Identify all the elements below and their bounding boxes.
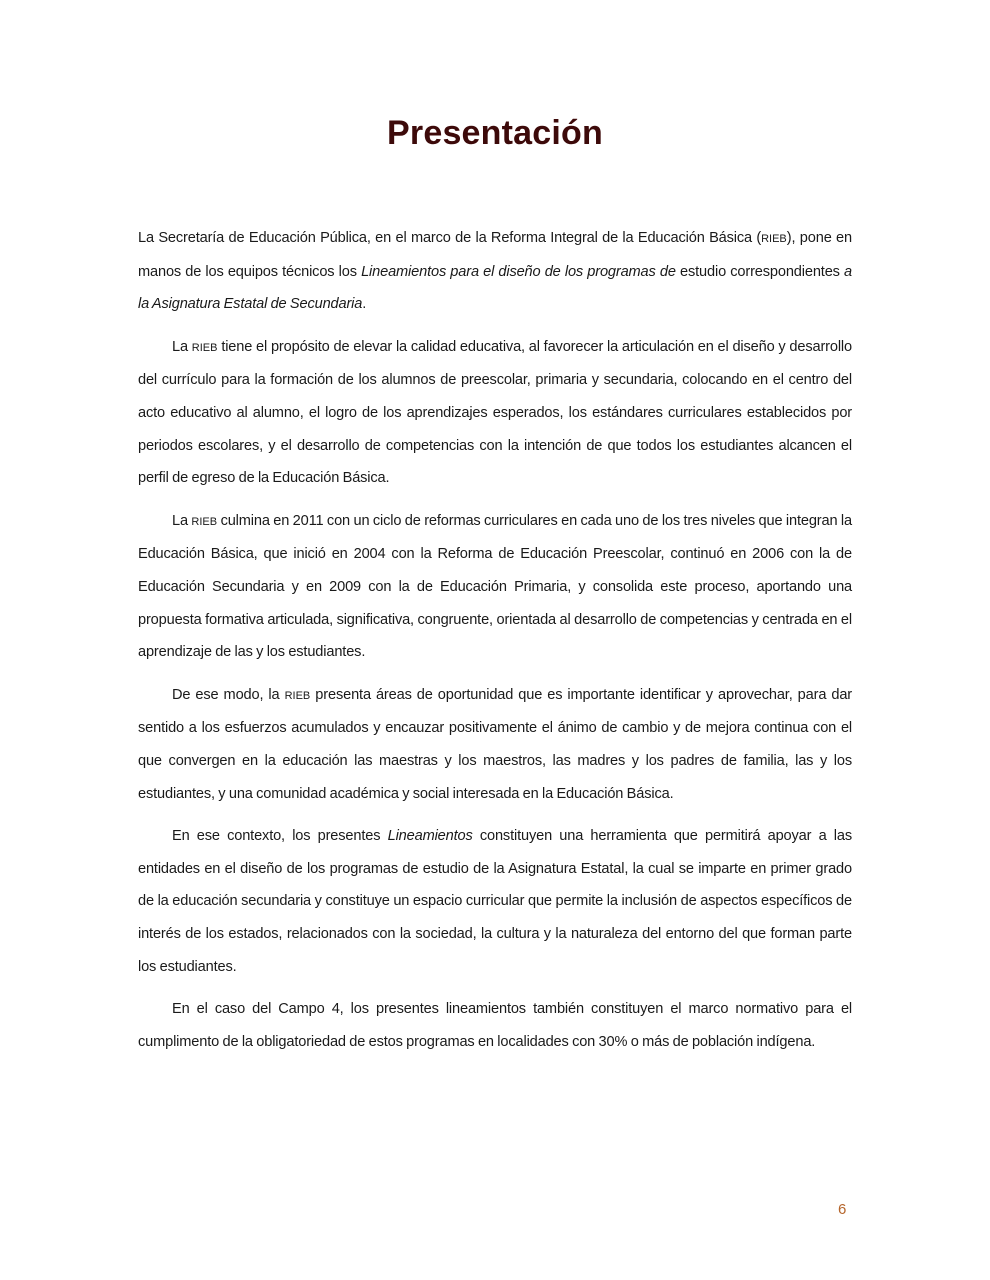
- acronym-rieb: RIEB: [191, 341, 218, 354]
- paragraph-3: [138, 505, 852, 670]
- paragraph-text: La Secretaría de Educación Pública, en el marco de la Reforma Integral de la Educación Básica (: [138, 230, 762, 246]
- paragraph-text: En ese contexto, los presentes: [172, 827, 388, 844]
- paragraph-text: La: [172, 512, 192, 529]
- paragraph-text: La: [172, 338, 192, 355]
- document-body: [138, 222, 852, 1068]
- paragraph-1: [138, 222, 852, 321]
- paragraph-text: En el caso del Campo 4, los presentes lineamientos también constituyen el marco normativo para el cumplimento de la obligatoriedad de estos programas en localidades con 30% o más de población indígena.: [138, 1000, 852, 1050]
- paragraph-text: tiene el propósito de elevar la calidad educativa, al favorecer la articulación en el diseño y desarrollo del currículo para la formación de los alumnos de preescolar, primaria y secundaria, colocando en el centro del acto educativo al alumno, el logro de los aprendizajes esperados, los estándares curriculares establecidos por periodos escolares, y el desarrollo de competencias con la intención de que todos los estudiantes alcancen el perfil de egreso de la Educación Básica.: [138, 338, 852, 487]
- paragraph-5: [138, 820, 852, 984]
- paragraph-text: estudio correspondientes: [675, 263, 845, 280]
- paragraph-text: presenta áreas de oportunidad que es importante identificar y aprovechar, para dar sentido a los esfuerzos acumulados y encauzar positivamente el ánimo de cambio y de mejora continua con el que convergen en la educación las maestras y los maestros, las madres y los padres de familia, las y los estudiantes, y una comunidad académica y social interesada en la Educación Básica.: [138, 686, 852, 802]
- paragraph-text: culmina en 2011 con un ciclo de reformas curriculares en cada uno de los tres niveles que integran la Educación Básica, que inició en 2004 con la Reforma de Educación Preescolar, continuó en 2006 con la de Educación Secundaria y en 2009 con la de Educación Primaria, y consolida este proceso, aportando una propuesta formativa articulada, significativa, congruente, orientada al desarrollo de competencias y centrada en el aprendizaje de las y los estudiantes.: [138, 512, 852, 661]
- acronym-rieb: RIEB: [761, 233, 787, 245]
- paragraph-text: constituyen una herramienta que permitirá apoyar a las entidades en el diseño de los programas de estudio de la Asignatura Estatal, la cual se imparte en primer grado de la educación secundaria y constituye un espacio curricular que permite la inclusión de aspectos específicos de interés de los estados, relacionados con la sociedad, la cultura y la naturaleza del entorno del que forman parte los estudiantes.: [138, 827, 852, 975]
- paragraph-text: .: [362, 296, 367, 313]
- page-number: 6: [838, 1201, 847, 1218]
- acronym-rieb: RIEB: [191, 515, 218, 528]
- italic-text: Lineamientos para el diseño de los programas de: [361, 263, 676, 280]
- paragraph-4: [138, 679, 852, 811]
- paragraph-text: De ese modo, la: [172, 686, 285, 703]
- acronym-rieb: RIEB: [284, 689, 311, 702]
- page-title: Presentación: [387, 114, 603, 152]
- paragraph-6: [138, 993, 852, 1058]
- italic-text: a la Asignatura Estatal de Secundaria: [138, 263, 852, 313]
- paragraph-text: ), pone en manos de los equipos técnicos los: [138, 230, 852, 280]
- italic-text: Lineamientos: [387, 827, 473, 844]
- paragraph-2: [138, 331, 852, 496]
